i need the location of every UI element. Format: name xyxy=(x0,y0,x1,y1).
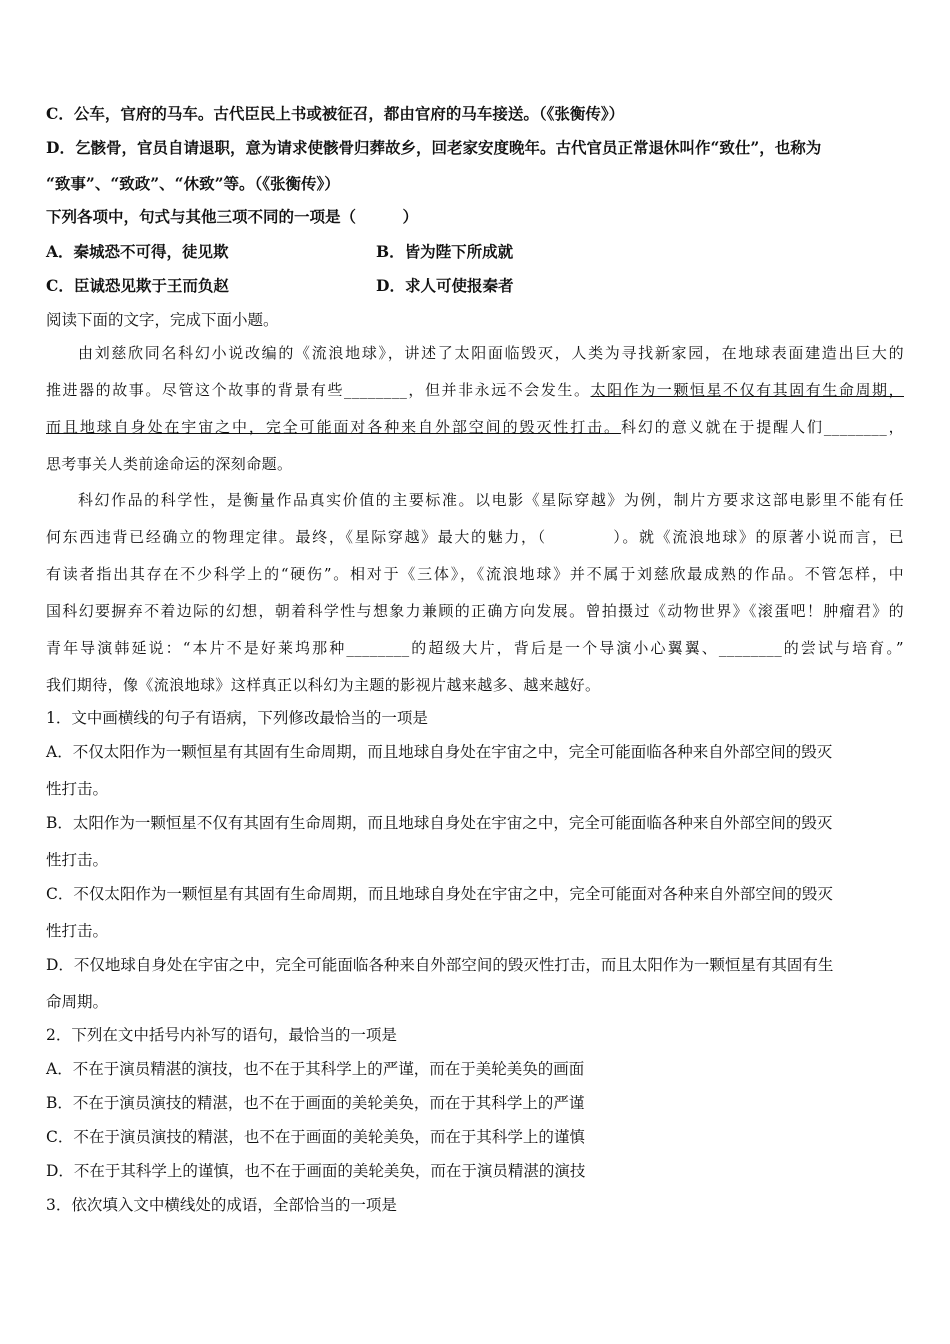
syntax-option-c: C．臣诚恐见欺于王而负赵 xyxy=(46,276,229,295)
q1-option-b-line1: B．太阳作为一颗恒星不仅有其固有生命周期，而且地球自身处在宇宙之中，完全可能面临各种来自外部空间的毁灭 xyxy=(46,814,833,832)
q3-stem: 3．依次填入文中横线处的成语，全部恰当的一项是 xyxy=(46,1196,397,1214)
syntax-option-row-1 xyxy=(46,242,514,262)
option-c-prev: C．公车，官府的马车。古代臣民上书或被征召，都由官府的马车接送。（《张衡传》） xyxy=(46,104,625,123)
underlined-sentence-part2: 而且地球自身处在宇宙之中，完全可能面对各种来自外部空间的毁灭性打击。 xyxy=(46,418,621,436)
passage-p1-line1: 由刘慈欣同名科幻小说改编的《流浪地球》，讲述了太阳面临毁灭，人类为寻找新家园，在地球表面建造出巨大的 xyxy=(78,344,904,362)
q1-option-d-line1: D．不仅地球自身处在宇宙之中，完全可能面临各种来自外部空间的毁灭性打击，而且太阳作为一颗恒星有其固有生 xyxy=(46,956,834,974)
option-d-prev-line2: “致事”、“致政”、“休致”等。（《张衡传》） xyxy=(46,174,340,193)
passage-p2-line6: 我们期待，像《流浪地球》这样真正以科幻为主题的影视片越来越多、越来越好。 xyxy=(46,676,601,694)
syntax-option-b: B．皆为陛下所成就 xyxy=(376,242,514,261)
q2-option-c: C．不在于演员演技的精湛，也不在于画面的美轮美奂，而在于其科学上的谨慎 xyxy=(46,1128,585,1146)
syntax-option-d: D．求人可使报秦者 xyxy=(376,276,514,295)
syntax-option-row-2 xyxy=(46,276,514,296)
q2-option-d: D．不在于其科学上的谨慎，也不在于画面的美轮美奂，而在于演员精湛的演技 xyxy=(46,1162,586,1180)
passage-p1-line4: 思考事关人类前途命运的深刻命题。 xyxy=(46,455,293,473)
q2-stem: 2．下列在文中括号内补写的语句，最恰当的一项是 xyxy=(46,1026,397,1044)
q1-option-a-line2: 性打击。 xyxy=(46,780,109,798)
q2-option-a: A．不在于演员精湛的演技，也不在于其科学上的严谨，而在于美轮美奂的画面 xyxy=(46,1060,585,1078)
passage-p2-line2: 何东西违背已经确立的物理定律。最终，《星际穿越》最大的魅力，（ ）。就《流浪地球》的原著小说而言，已 xyxy=(46,528,904,546)
passage-p1-line2 xyxy=(46,380,904,400)
passage-p2-line3: 有读者指出其存在不少科学上的“硬伤”。相对于《三体》，《流浪地球》并不属于刘慈欣最成熟的作品。不管怎样，中 xyxy=(46,565,904,583)
syntax-question-stem: 下列各项中，句式与其他三项不同的一项是（ ） xyxy=(46,207,419,226)
q1-option-d-line2: 命周期。 xyxy=(46,993,109,1011)
reading-intro: 阅读下面的文字，完成下面小题。 xyxy=(46,311,279,329)
q2-option-b: B．不在于演员演技的精湛，也不在于画面的美轮美奂，而在于其科学上的严谨 xyxy=(46,1094,585,1112)
q1-option-c-line1: C．不仅太阳作为一颗恒星有其固有生命周期，而且地球自身处在宇宙之中，完全可能面对各种来自外部空间的毁灭 xyxy=(46,885,833,903)
passage-p1-line3-text: 科幻的意义就在于提醒人们________， xyxy=(620,418,905,436)
q1-stem: 1．文中画横线的句子有语病，下列修改最恰当的一项是 xyxy=(46,709,428,727)
passage-p2-line1: 科幻作品的科学性，是衡量作品真实价值的主要标准。以电影《星际穿越》为例，制片方要求这部电影里不能有任 xyxy=(78,491,904,509)
passage-p2-line5: 青年导演韩延说：“本片不是好莱坞那种________的超级大片，背后是一个导演小心翼翼、________的尝试与培育。” xyxy=(46,639,904,657)
passage-p2-line4: 国科幻要摒弃不着边际的幻想，朝着科学性与想象力兼顾的正确方向发展。曾拍摄过《动物世界》《滚蛋吧！肿瘤君》的 xyxy=(46,602,904,620)
q1-option-a-line1: A．不仅太阳作为一颗恒星有其固有生命周期，而且地球自身处在宇宙之中，完全可能面临各种来自外部空间的毁灭 xyxy=(46,743,833,761)
q1-option-b-line2: 性打击。 xyxy=(46,851,109,869)
option-d-prev-line1: D．乞骸骨，官员自请退职，意为请求使骸骨归葬故乡，回老家安度晚年。古代官员正常退休叫作“致仕”，也称为 xyxy=(46,138,822,157)
syntax-option-a: A．秦城恐不可得，徒见欺 xyxy=(46,242,229,261)
passage-p1-line3 xyxy=(46,417,904,437)
q1-option-c-line2: 性打击。 xyxy=(46,922,109,940)
passage-p1-line2-text: 推进器的故事。尽管这个故事的背景有些________，但并非永远不会发生。 xyxy=(46,381,591,399)
underlined-sentence-part1: 太阳作为一颗恒星不仅有其固有生命周期， xyxy=(590,381,904,399)
